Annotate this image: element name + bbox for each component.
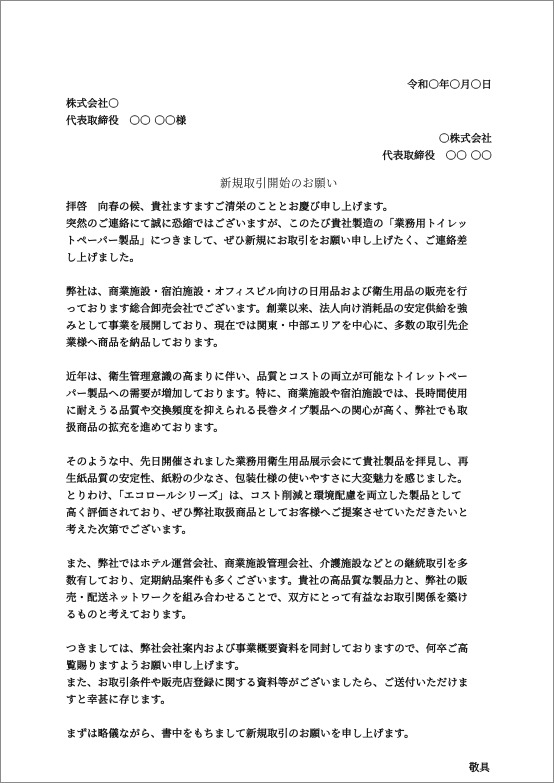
sender-block bbox=[66, 131, 492, 165]
paragraph-line: 売・配送ネットワークを組み合わせることで、双方にとって有益なお取引関係を築け bbox=[66, 592, 469, 604]
paragraph-line: 生紙品質の安定性、紙粉の少なさ、包装仕様の使いやすさに大変魅力を感じました。 bbox=[66, 473, 469, 485]
letter-date: 令和〇年〇月〇日 bbox=[407, 79, 492, 91]
paragraph-line: 突然のご連絡にて誠に恐縮ではございますが、このたび貴社製造の「業務用トイレッ bbox=[66, 218, 468, 230]
paragraph-line: し上げました。 bbox=[66, 252, 141, 264]
paragraph-line: っております総合卸売会社でございます。創業以来、法人向け消耗品の安定供給を強 bbox=[66, 303, 468, 315]
paragraph-line: 拝啓 向春の候、貴社ますますご清栄のこととお慶び申し上げます。 bbox=[66, 201, 394, 213]
paragraph-line: 業様へ商品を納品しております。 bbox=[66, 337, 225, 349]
paragraph-company-intro bbox=[66, 284, 492, 352]
paragraph-request bbox=[66, 641, 492, 709]
paragraph-conclusion bbox=[66, 726, 492, 743]
recipient-company: 株式会社〇 bbox=[66, 98, 119, 110]
paragraph-line: つきましては、弊社会社案内および事業概要資料を同封しておりますので、何卒ご高 bbox=[66, 643, 469, 655]
paragraph-line: トペーパー製品」につきまして、ぜひ新規にお取引をお願い申し上げたく、ご連絡差 bbox=[66, 235, 468, 247]
paragraph-line: また、弊社ではホテル運営会社、商業施設管理会社、介護施設などとの継続取引を多 bbox=[66, 558, 468, 570]
paragraph-line: 高く評価されており、ぜひ弊社取扱商品としてお客様へご提案させていただきたいと bbox=[66, 507, 469, 519]
paragraph-line: すと幸甚に存じます。 bbox=[66, 694, 172, 706]
paragraph-market-demand bbox=[66, 369, 492, 437]
paragraph-greeting bbox=[66, 199, 492, 267]
paragraph-line: に耐えうる品質や交換頻度を抑えられる長巻タイプ製品への関心が高く、弊社でも取 bbox=[66, 405, 468, 417]
paragraph-line: 考えた次第でございます。 bbox=[66, 524, 193, 536]
recipient-name: 代表取締役 〇〇 〇〇様 bbox=[66, 115, 187, 127]
sender-company: 〇株式会社 bbox=[439, 133, 492, 145]
paragraph-line: まずは略儀ながら、書中をもちまして新規取引のお願いを申し上げます。 bbox=[66, 728, 415, 740]
recipient-block bbox=[66, 96, 492, 130]
paragraph-business-network bbox=[66, 556, 492, 624]
paragraph-product-evaluation bbox=[66, 454, 492, 539]
paragraph-line: また、お取引条件や販売店登録に関する資料等がございましたら、ご送付いただけま bbox=[66, 677, 469, 689]
paragraph-line: 弊社は、商業施設・宿泊施設・オフィスビル向けの日用品および衛生用品の販売を行 bbox=[66, 286, 468, 298]
paragraph-line: 数有しており、定期納品案件も多くございます。貴社の高品質な製品力と、弊社の販 bbox=[66, 575, 468, 587]
paragraph-line: そのような中、先日開催されました業務用衛生用品展示会にて貴社製品を拝見し、再 bbox=[66, 456, 469, 468]
paragraph-line: パー製品への需要が増加しております。特に、商業施設や宿泊施設では、長時間使用 bbox=[66, 388, 468, 400]
paragraph-line: とりわけ、「エコロールシリーズ」は、コスト削減と環境配慮を両立した製品として bbox=[66, 490, 462, 502]
paragraph-line: 覧賜りますようお願い申し上げます。 bbox=[66, 660, 246, 672]
paragraph-line: 近年は、衛生管理意識の高まりに伴い、品質とコストの両立が可能なトイレットペー bbox=[66, 371, 468, 383]
letter-subject: 新規取引開始のお願い bbox=[220, 177, 338, 190]
paragraph-line: 扱商品の拡充を進めております。 bbox=[66, 422, 225, 434]
letter-closing: 敬具 bbox=[468, 762, 490, 774]
sender-name: 代表取締役 〇〇 〇〇 bbox=[382, 150, 492, 162]
paragraph-line: るものと考えております。 bbox=[66, 609, 193, 621]
paragraph-line: みとして事業を展開しており、現在では関東・中部エリアを中心に、多数の取引先企 bbox=[66, 320, 469, 332]
letter-body bbox=[66, 77, 492, 777]
